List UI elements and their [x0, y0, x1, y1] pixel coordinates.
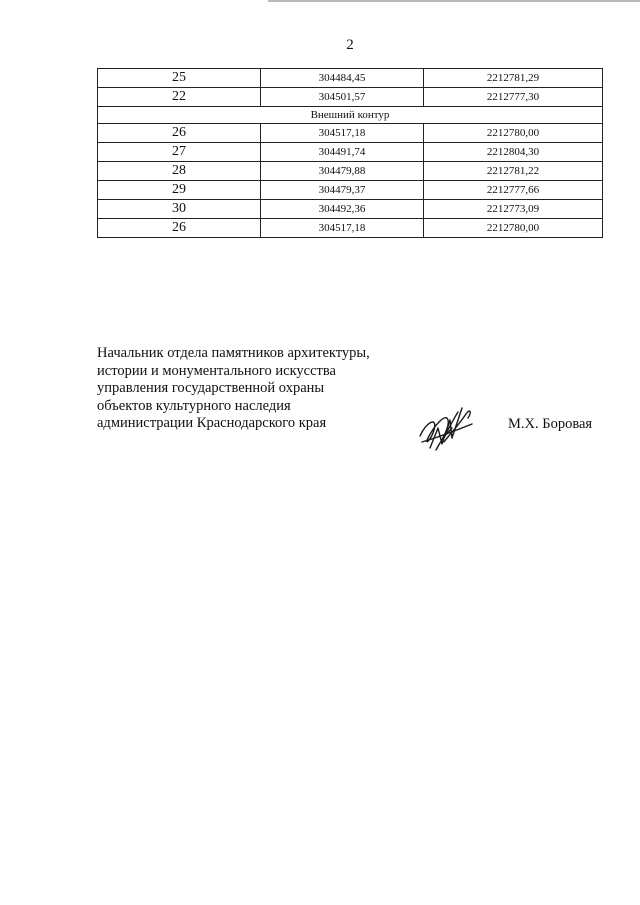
page-number: 2 [346, 37, 354, 53]
signatory-name: М.Х. Боровая [508, 416, 593, 432]
point-number: 26 [98, 124, 261, 143]
table-row [98, 162, 603, 181]
point-number: 30 [98, 200, 261, 219]
table-row [98, 88, 603, 107]
coordinates-table [97, 68, 603, 238]
table-row [98, 143, 603, 162]
y-coordinate: 2212804,30 [424, 143, 603, 162]
signatory-title-line: объектов культурного наследия [97, 397, 291, 414]
signatory-title-line: управления государственной охраны [97, 380, 325, 396]
point-number: 27 [98, 143, 261, 162]
y-coordinate: 2212780,00 [424, 219, 603, 238]
signatory-title-block [97, 345, 417, 433]
y-coordinate: 2212781,29 [424, 69, 603, 88]
y-coordinate: 2212777,66 [424, 181, 603, 200]
x-coordinate: 304492,36 [261, 200, 424, 219]
y-coordinate: 2212780,00 [424, 124, 603, 143]
point-number: 25 [98, 69, 261, 88]
table-row [98, 181, 603, 200]
signatory-title-line: Начальник отдела памятников архитектуры, [97, 345, 370, 361]
signatory-title-line: истории и монументального искусства [97, 362, 336, 379]
section-title: Внешний контур [98, 107, 603, 124]
point-number: 22 [98, 88, 261, 107]
y-coordinate: 2212777,30 [424, 88, 603, 107]
signatory-title-line: администрации Краснодарского края [97, 415, 327, 431]
top-rule [268, 0, 640, 2]
x-coordinate: 304479,88 [261, 162, 424, 181]
x-coordinate: 304517,18 [261, 219, 424, 238]
x-coordinate: 304479,37 [261, 181, 424, 200]
handwritten-signature-icon [412, 398, 482, 458]
point-number: 29 [98, 181, 261, 200]
y-coordinate: 2212773,09 [424, 200, 603, 219]
y-coordinate: 2212781,22 [424, 162, 603, 181]
x-coordinate: 304501,57 [261, 88, 424, 107]
point-number: 26 [98, 219, 261, 238]
point-number: 28 [98, 162, 261, 181]
x-coordinate: 304517,18 [261, 124, 424, 143]
table-row [98, 219, 603, 238]
x-coordinate: 304484,45 [261, 69, 424, 88]
table-row [98, 124, 603, 143]
table-row [98, 200, 603, 219]
x-coordinate: 304491,74 [261, 143, 424, 162]
table-row [98, 69, 603, 88]
section-header-row [98, 107, 603, 124]
